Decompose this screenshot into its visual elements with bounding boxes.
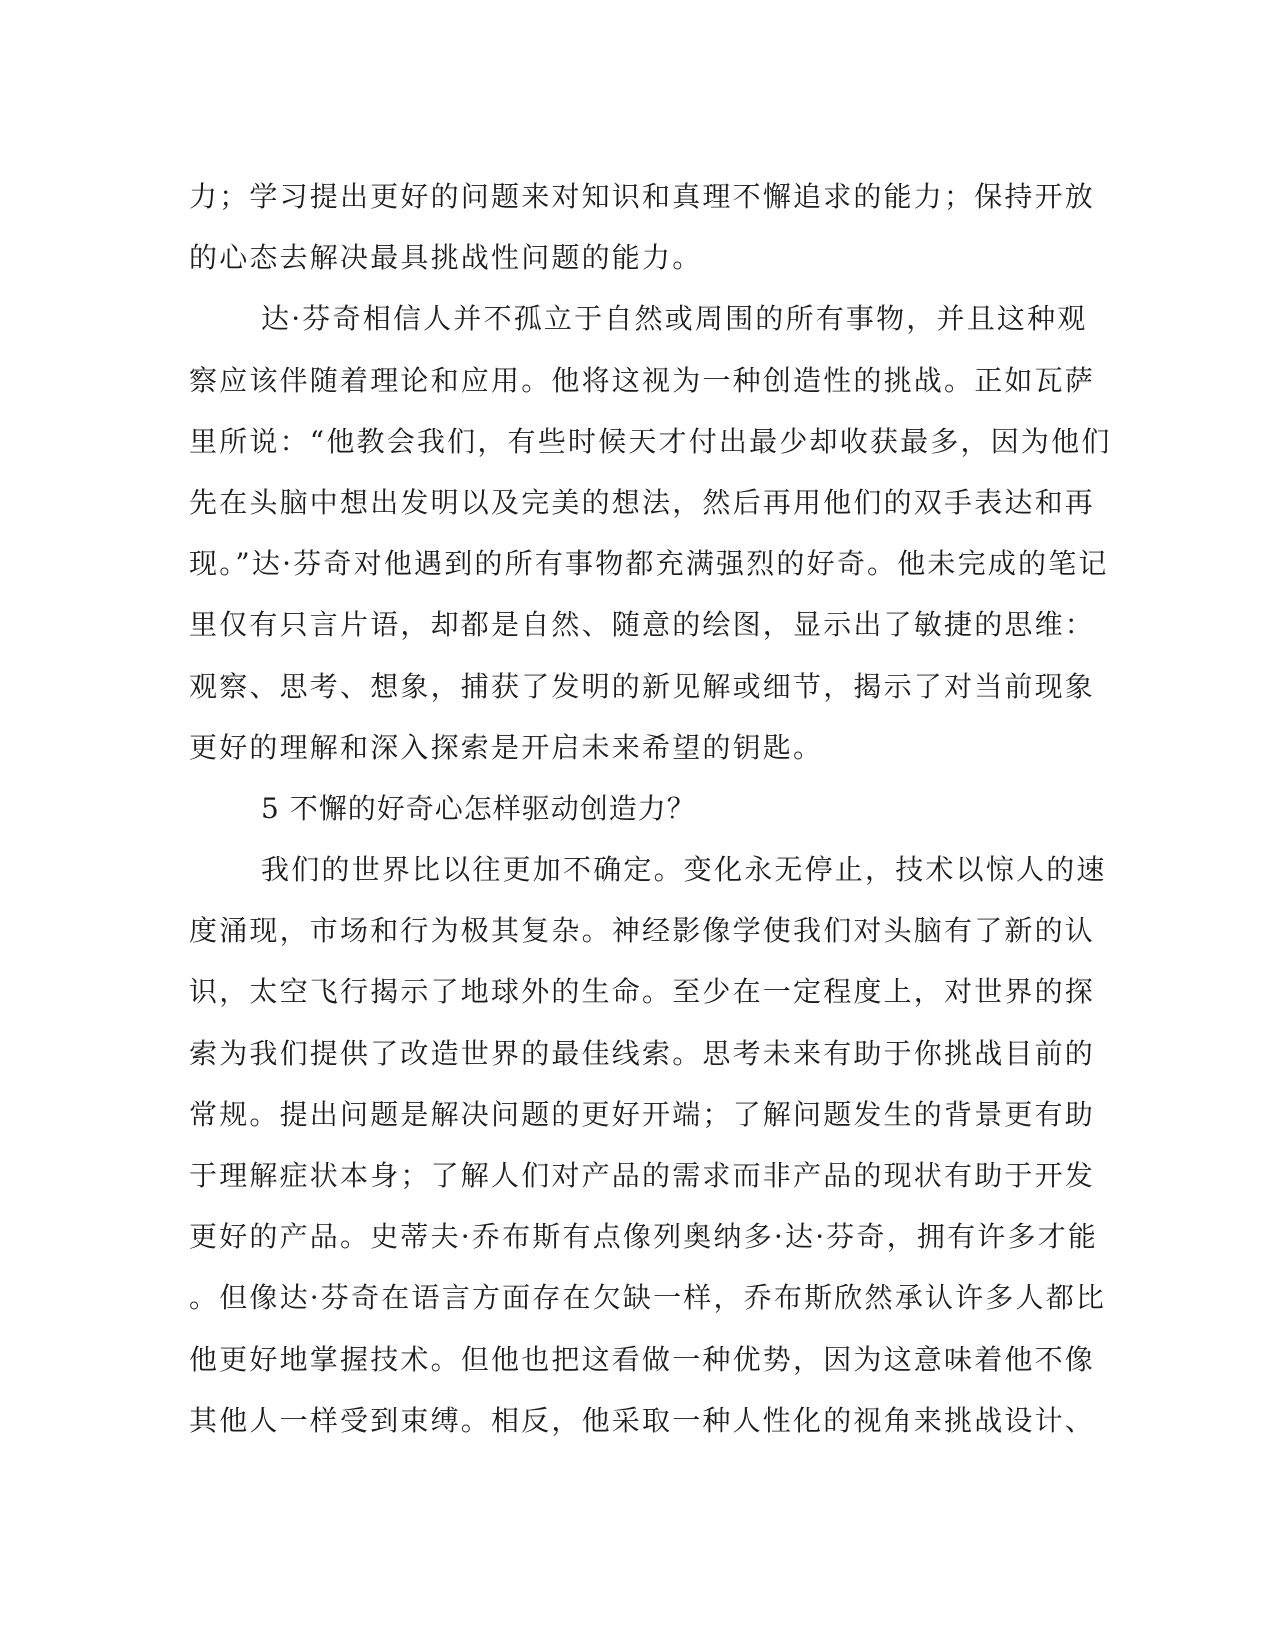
body-text — [189, 166, 1112, 1451]
text-line: 先在头脑中想出发明以及完美的想法，然后再用他们的双手表达和再 — [189, 485, 1096, 519]
text-line: 的心态去解决最具挑战性问题的能力。 — [189, 241, 703, 275]
text-line: 其他人一样受到束缚。相反，他采取一种人性化的视角来挑战设计、 — [189, 1403, 1096, 1437]
text-line: 更好的理解和深入探索是开启未来希望的钥匙。 — [189, 730, 824, 764]
text-line: 常规。提出问题是解决问题的更好开端；了解问题发生的背景更有助 — [189, 1097, 1096, 1131]
text-line: 。但像达·芬奇在语言方面存在欠缺一样，乔布斯欣然承认许多人都比 — [189, 1281, 1107, 1315]
text-line: 度涌现，市场和行为极其复杂。神经影像学使我们对头脑有了新的认 — [189, 914, 1096, 948]
text-line: 识，太空飞行揭示了地球外的生命。至少在一定程度上，对世界的探 — [189, 975, 1096, 1009]
text-line: 察应该伴随着理论和应用。他将这视为一种创造性的挑战。正如瓦萨 — [189, 363, 1096, 397]
text-line: 我们的世界比以往更加不确定。变化永无停止，技术以惊人的速 — [261, 853, 1107, 887]
text-line: 里仅有只言片语，却都是自然、随意的绘图，显示出了敏捷的思维： — [189, 608, 1096, 642]
text-line: 达·芬奇相信人并不孤立于自然或周围的所有事物，并且这种观 — [261, 302, 1088, 336]
text-line: 力；学习提出更好的问题来对知识和真理不懈追求的能力；保持开放 — [189, 180, 1096, 213]
text-line: 于理解症状本身；了解人们对产品的需求而非产品的现状有助于开发 — [189, 1159, 1096, 1192]
text-line: 现。”达·芬奇对他遇到的所有事物都充满强烈的好奇。他未完成的笔记 — [189, 547, 1109, 581]
section-heading: 5 不懈的好奇心怎样驱动创造力？ — [261, 791, 696, 825]
text-line: 里所说：“他教会我们，有些时候天才付出最少却收获最多，因为他们 — [189, 424, 1112, 458]
text-line: 他更好地掌握技术。但他也把这看做一种优势，因为这意味着他不像 — [189, 1342, 1096, 1376]
text-line: 观察、思考、想象，捕获了发明的新见解或细节，揭示了对当前现象 — [189, 669, 1096, 703]
text-line: 索为我们提供了改造世界的最佳线索。思考未来有助于你挑战目前的 — [189, 1036, 1096, 1070]
text-line: 更好的产品。史蒂夫·乔布斯有点像列奥纳多·达·芬奇，拥有许多才能 — [189, 1220, 1099, 1254]
